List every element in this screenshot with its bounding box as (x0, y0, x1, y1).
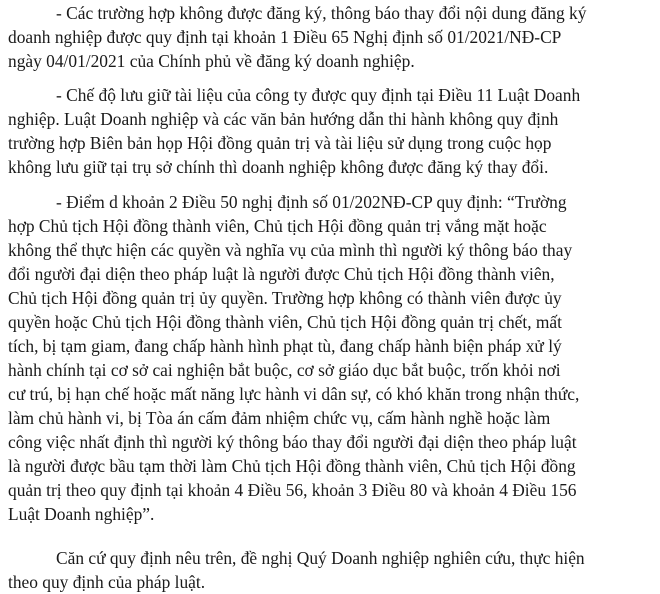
text-line: quản trị theo quy định tại khoản 4 Điều 56, khoản 3 Điều 80 và khoản 4 Điều 156 (8, 480, 577, 500)
text-line: - Điểm d khoản 2 Điều 50 nghị định số 01/202NĐ-CP quy định: “Trường (56, 192, 567, 212)
text-line: Căn cứ quy định nêu trên, đề nghị Quý Doanh nghiệp nghiên cứu, thực hiện (56, 548, 585, 568)
text-line: hành chính tại cơ sở cai nghiện bắt buộc, cơ sở giáo dục bắt buộc, trốn khỏi nơi (8, 360, 561, 380)
text-line: trường hợp Biên bản họp Hội đồng quản trị và tài liệu sử dụng trong cuộc họp (8, 133, 552, 153)
text-line: làm chủ hành vi, bị Tòa án cấm đảm nhiệm chức vụ, cấm hành nghề hoặc làm (8, 408, 551, 428)
text-line: - Chế độ lưu giữ tài liệu của công ty được quy định tại Điều 11 Luật Doanh (56, 85, 581, 105)
text-line: không thể thực hiện các quyền và nghĩa vụ của mình thì người ký thông báo thay (8, 240, 573, 260)
text-line: Luật Doanh nghiệp”. (8, 504, 155, 524)
text-line: nghiệp. Luật Doanh nghiệp và các văn bản hướng dẫn thi hành không quy định (8, 109, 559, 129)
text-line: doanh nghiệp được quy định tại khoản 1 Điều 65 Nghị định số 01/2021/NĐ-CP (8, 27, 562, 47)
text-line: là người được bầu tạm thời làm Chủ tịch Hội đồng thành viên, Chủ tịch Hội đồng (8, 456, 576, 476)
text-line: không lưu giữ tại trụ sở chính thì doanh nghiệp không được đăng ký thay đổi. (8, 157, 549, 177)
text-line: công việc nhất định thì người ký thông báo thay đổi người đại diện theo pháp luật (8, 432, 577, 452)
text-line: ngày 04/01/2021 của Chính phủ về đăng ký doanh nghiệp. (8, 51, 415, 71)
text-line: đổi người đại diện theo pháp luật là người được Chủ tịch Hội đồng thành viên, (8, 264, 555, 284)
text-line: quyền hoặc Chủ tịch Hội đồng thành viên, Chủ tịch Hội đồng quản trị chết, mất (8, 312, 562, 332)
text-line: - Các trường hợp không được đăng ký, thông báo thay đổi nội dung đăng ký (56, 3, 587, 23)
text-line: Chủ tịch Hội đồng quản trị ủy quyền. Trường hợp không có thành viên được ủy (8, 288, 562, 308)
text-line: tích, bị tạm giam, đang chấp hành hình phạt tù, đang chấp hành biện pháp xử lý (8, 336, 562, 356)
text-line: hợp Chủ tịch Hội đồng thành viên, Chủ tịch Hội đồng quản trị vắng mặt hoặc (8, 216, 547, 236)
text-line: theo quy định của pháp luật. (8, 572, 206, 592)
text-line: cư trú, bị hạn chế hoặc mất năng lực hành vi dân sự, có khó khăn trong nhận thức, (8, 384, 580, 404)
